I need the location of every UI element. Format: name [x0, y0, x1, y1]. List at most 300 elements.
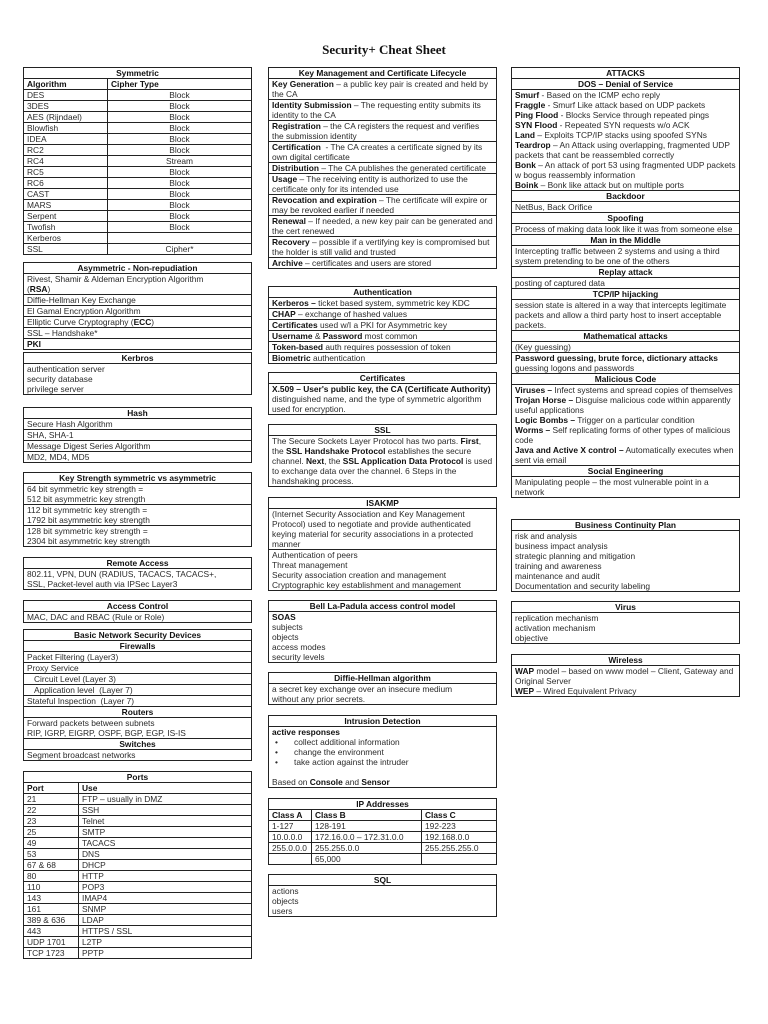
bold-term: Console — [309, 777, 343, 787]
table-row — [24, 167, 251, 178]
table-cell: 192-223 — [425, 821, 456, 831]
table-cell: LDAP — [82, 915, 104, 925]
entry — [515, 353, 736, 363]
table-cell: DES — [24, 90, 108, 100]
section-title: IP Addresses — [269, 799, 496, 810]
subheading: Backdoor — [512, 191, 739, 202]
table-cell: HTTP — [82, 871, 104, 881]
list-item: privilege server — [27, 384, 84, 394]
section-bell-lapadula — [268, 600, 497, 663]
subheading: Mathematical attacks — [512, 331, 739, 342]
table-cell: L2TP — [82, 937, 103, 947]
list-cell — [24, 430, 251, 441]
table-cell: RC2 — [24, 145, 108, 155]
bold-term: Kerberos – — [272, 298, 316, 308]
entry: Boink – Bonk like attack but on multiple ports — [515, 180, 684, 190]
table-cell: 10.0.0.0 — [269, 832, 312, 842]
paragraph: NetBus, Back Orifice — [512, 202, 739, 213]
section-title: Intrusion Detection — [269, 716, 496, 727]
subheading: Routers — [24, 707, 251, 718]
table-row — [24, 156, 251, 167]
table-row — [24, 871, 251, 882]
bold-term: Biometric — [272, 353, 311, 363]
table-row — [24, 838, 251, 849]
table-cell: Block — [169, 112, 190, 122]
entry-group — [512, 666, 739, 696]
list-cell — [24, 452, 251, 462]
subheading: Switches — [24, 739, 251, 750]
list-item: RIP, IGRP, EIGRP, OSPF, BGP, EGP, IS-IS — [27, 728, 186, 738]
list-cell — [24, 685, 251, 696]
section-title: Hash — [24, 408, 251, 419]
bold-term: SYN Flood — [515, 120, 558, 130]
list-cell — [24, 441, 251, 452]
column-header: Cipher Type — [111, 79, 159, 89]
subheading: TCP/IP hijacking — [512, 289, 739, 300]
table-cell: Block — [169, 211, 190, 221]
list-item: (RSA) — [27, 284, 51, 294]
column-header: Class B — [312, 810, 422, 820]
list-cell — [24, 317, 251, 328]
list-item: Elliptic Curve Cryptography (ECC) — [27, 317, 155, 327]
table-row — [24, 222, 251, 233]
table-row — [24, 200, 251, 211]
section-symmetric — [23, 67, 252, 255]
bold-term: Viruses – — [515, 385, 553, 395]
list-cell — [24, 339, 251, 349]
subheading: Man in the Middle — [512, 235, 739, 246]
list-cell — [24, 696, 251, 707]
entry-group — [512, 385, 739, 466]
bold-term: SSL Application Data Protocol — [342, 456, 464, 466]
list-item: training and awareness — [515, 561, 602, 571]
table-cell: HTTPS / SSL — [82, 926, 133, 936]
bold-term: PKI — [27, 339, 41, 349]
section-title: SSL — [269, 425, 496, 436]
table-header-row — [269, 810, 496, 821]
subheading: Social Engineering — [512, 466, 739, 477]
list-cell — [24, 505, 251, 526]
bold-term: Sensor — [361, 777, 390, 787]
paragraph: Kerberos – ticket based system, symmetric key KDC — [269, 298, 496, 309]
list-item: business impact analysis — [515, 541, 608, 551]
list-item: objects — [272, 896, 299, 906]
table-cell — [269, 854, 312, 864]
paragraph: X.509 – User's public key, the CA (Certificate Authority) distinguished name, and the type of symmetric algorithm used for encryption. — [272, 384, 493, 414]
table-header-row — [24, 79, 251, 90]
list-item — [27, 339, 248, 349]
table-cell — [422, 854, 496, 864]
table-row — [24, 233, 251, 244]
bold-term: SSL Handshake Protocol — [285, 446, 386, 456]
entry: Viruses – Infect systems and spread copies of themselves — [515, 385, 733, 395]
table-row — [24, 805, 251, 816]
entry: WAP model – based on www model – Client, Gateway and Original Server — [515, 666, 736, 686]
table-cell: Blowfish — [24, 123, 108, 133]
list-item: maintenance and audit — [515, 571, 600, 581]
bold-term: Trojan Horse – — [515, 395, 574, 405]
table-cell: 23 — [24, 816, 79, 826]
list-item: Forward packets between subnets — [27, 718, 155, 728]
section-access-control — [23, 600, 252, 623]
table-row — [24, 915, 251, 926]
section-title: Certificates — [269, 373, 496, 384]
column-header: Class A — [269, 810, 312, 820]
list-cell — [24, 295, 251, 306]
table-cell: CAST — [24, 189, 108, 199]
list-item: 512 bit asymmetric key strength — [27, 494, 146, 504]
list-item: Packet Filtering (Layer3) — [27, 652, 119, 662]
list-item: Rivest, Shamir & Aldeman Encryption Algorithm — [27, 274, 204, 284]
table-cell: SNMP — [82, 904, 107, 914]
bold-term: Password guessing, brute force, dictionary attacks — [515, 353, 718, 363]
table-cell: 128-191 — [312, 821, 422, 831]
table-cell: SSH — [82, 805, 100, 815]
bold-term: Recovery — [272, 237, 310, 247]
table-cell: SMTP — [82, 827, 106, 837]
paragraph: (Internet Security Association and Key Management Protocol) used to negotiate and provide authenticated keying material for security associations in a protected manner — [269, 509, 496, 550]
table-cell: POP3 — [82, 882, 105, 892]
bold-term: Registration — [272, 121, 321, 131]
bold-term: Teardrop — [515, 140, 551, 150]
list-item: security levels — [272, 652, 325, 662]
list-item: Based on Console and Sensor — [272, 777, 390, 787]
list-item: MAC, DAC and RBAC (Rule or Role) — [27, 612, 165, 622]
bold-term: Bonk — [515, 160, 536, 170]
list-item: Secure Hash Algorithm — [27, 419, 113, 429]
bold-term: CHAP — [272, 309, 296, 319]
list-item: Proxy Service — [27, 663, 79, 673]
table-cell: 49 — [24, 838, 79, 848]
list-item — [272, 612, 493, 622]
table-cell: Block — [169, 134, 190, 144]
section-title: Key Management and Certificate Lifecycle — [269, 68, 496, 79]
bold-term: Logic Bombs – — [515, 415, 576, 425]
bold-term: active responses — [272, 727, 340, 737]
list-item: 1792 bit asymmetric key strength — [27, 515, 150, 525]
list-item: Stateful Inspection (Layer 7) — [27, 696, 135, 706]
paragraph: Biometric authentication — [272, 353, 366, 363]
list-cell — [269, 612, 496, 662]
section-wireless — [511, 654, 740, 697]
table-cell: 22 — [24, 805, 79, 815]
list-item: access modes — [272, 642, 326, 652]
table-cell: 192.168.0.0 — [425, 832, 470, 842]
section-kerbros — [23, 352, 252, 395]
table-row — [24, 860, 251, 871]
section-title: Remote Access — [24, 558, 251, 569]
table-row — [24, 90, 251, 101]
table-row — [24, 145, 251, 156]
section-certificates — [268, 372, 497, 415]
section-attacks — [511, 67, 740, 498]
bold-term: Password — [322, 331, 363, 341]
table-cell: MARS — [24, 200, 108, 210]
section-title: SQL — [269, 875, 496, 886]
section-authentication — [268, 286, 497, 364]
table-cell: 255.0.0.0 — [269, 843, 312, 853]
list-cell — [24, 328, 251, 339]
bold-term: Certificates — [272, 320, 318, 330]
bold-term: RSA — [29, 284, 48, 294]
page-title: Security+ Cheat Sheet — [322, 42, 446, 57]
table-row — [24, 178, 251, 189]
subheading: Replay attack — [512, 267, 739, 278]
table-row — [269, 854, 496, 864]
section-ssl — [268, 424, 497, 487]
paragraph: Key Generation – a public key pair is created and held by the CA — [269, 79, 496, 100]
bold-term: First — [460, 436, 479, 446]
entry: Worms – Self replicating forms of other types of malicious code — [515, 425, 733, 445]
table-cell: 65,000 — [312, 854, 422, 864]
paragraph: (Key guessing) — [512, 342, 739, 353]
entry: WEP – Wired Equivalent Privacy — [515, 686, 637, 696]
entry: Trojan Horse – Disguise malicious code within apparently useful applications — [515, 395, 733, 415]
bold-term: Java and Active X control – — [515, 445, 624, 455]
list-cell — [269, 550, 496, 590]
table-row — [24, 937, 251, 948]
table-cell: Kerberos — [24, 233, 108, 243]
table-row — [24, 827, 251, 838]
table-cell: RC5 — [24, 167, 108, 177]
entry: Bonk – An attack of port 53 using fragmented UDP packets w bogus reassembly information — [515, 160, 738, 180]
entry-group — [512, 353, 739, 374]
list-cell — [24, 274, 251, 295]
table-row — [24, 244, 251, 254]
table-cell: UDP 1701 — [24, 937, 79, 947]
table-row — [24, 816, 251, 827]
section-intrusion-detection — [268, 715, 497, 788]
table-cell: DHCP — [82, 860, 106, 870]
section-title: Access Control — [24, 601, 251, 612]
list-item: Circuit Level (Layer 3) — [27, 674, 116, 684]
bold-term: Smurf — [515, 90, 540, 100]
column-header: Use — [82, 783, 98, 793]
section-sql — [268, 874, 497, 917]
section-isakmp — [268, 497, 497, 591]
bold-term: Worms – — [515, 425, 551, 435]
paragraph: Recovery – possible if a vertifying key is compromised but the holder is still valid and trusted — [269, 237, 496, 258]
table-cell: 161 — [24, 904, 79, 914]
list-item: 112 bit symmetric key strength = — [27, 505, 148, 515]
list-cell — [269, 727, 496, 787]
paragraph: The Secure Sockets Layer Protocol has two parts. First, the SSL Handshake Protocol establishes the secure channel. Next, the SSL Application Data Protocol is used to exchange data over the channel. 6 Steps in the handshaking process. — [272, 436, 495, 486]
bold-term: Boink — [515, 180, 539, 190]
table-cell: Block — [169, 145, 190, 155]
entry: guessing logons and passwords — [515, 363, 635, 373]
table-cell: Cipher* — [165, 244, 194, 254]
list-cell — [24, 364, 251, 394]
table-cell: 143 — [24, 893, 79, 903]
table-cell: AES (Rijndael) — [24, 112, 108, 122]
bold-term: ECC — [133, 317, 152, 327]
subheading: DOS – Denial of Service — [512, 79, 739, 90]
list-cell — [269, 684, 496, 704]
list-item: risk and analysis — [515, 531, 577, 541]
list-item: 64 bit symmetric key strength = — [27, 484, 144, 494]
bold-term: Token-based — [272, 342, 324, 352]
paragraph: session state is altered in a way that intercepts legitimate packets and allow a third party host to insert acceptable packets. — [512, 300, 739, 331]
section-title: Symmetric — [24, 68, 251, 79]
table-cell: Serpent — [24, 211, 108, 221]
table-cell: Telnet — [82, 816, 105, 826]
section-title: Basic Network Security Devices — [24, 630, 251, 641]
table-cell: SSL — [24, 244, 108, 254]
table-cell: Block — [169, 123, 190, 133]
paragraph: Distribution – The CA publishes the generated certificate — [269, 163, 496, 174]
table-row — [24, 112, 251, 123]
bold-term: Fraggle — [515, 100, 546, 110]
bold-term: WAP — [515, 666, 535, 676]
paragraph: Certification - The CA creates a certificate signed by its own digital certificate — [269, 142, 496, 163]
table-cell: 53 — [24, 849, 79, 859]
table-row — [24, 893, 251, 904]
bold-term: Username — [272, 331, 313, 341]
entry: Smurf - Based on the ICMP echo reply — [515, 90, 661, 100]
bold-term: Key Generation — [272, 79, 334, 89]
table-cell: IDEA — [24, 134, 108, 144]
table-row — [269, 821, 496, 832]
table-row — [24, 211, 251, 222]
entry: Logic Bombs – Trigger on a particular condition — [515, 415, 695, 425]
section-asymmetric — [23, 262, 252, 350]
section-title: Asymmetric - Non-repudiation — [24, 263, 251, 274]
bold-term: Usage — [272, 174, 298, 184]
bold-term: Identity Submission — [272, 100, 352, 110]
list-cell — [24, 484, 251, 505]
paragraph: Usage – The receiving entity is authorized to use the certificate only for its intended use — [269, 174, 496, 195]
list-item: users — [272, 906, 293, 916]
entry: Ping Flood - Blocks Service through repeated pings — [515, 110, 710, 120]
section-diffie-hellman — [268, 672, 497, 705]
list-item: Diffie-Hellman Key Exchange — [27, 295, 136, 305]
paragraph: Revocation and expiration – The certificate will expire or may be revoked earlier if needed — [269, 195, 496, 216]
list-item: Security association creation and management — [272, 570, 447, 580]
entry: Java and Active X control – Automatically executes when sent via email — [515, 445, 736, 465]
bullet-item: • collect additional information — [272, 737, 493, 747]
paragraph: posting of captured data — [512, 278, 739, 289]
section-hash — [23, 407, 252, 463]
table-cell: DNS — [82, 849, 100, 859]
subheading: Firewalls — [24, 641, 251, 652]
section-title: Virus — [512, 602, 739, 613]
list-item: Authentication of peers — [272, 550, 358, 560]
table-cell: PPTP — [82, 948, 104, 958]
paragraph: Username & Password most common — [269, 331, 496, 342]
section-ports — [23, 771, 252, 959]
table-cell: 443 — [24, 926, 79, 936]
table-row — [24, 926, 251, 937]
bold-term: Certification — [272, 142, 321, 152]
list-cell — [24, 306, 251, 317]
paragraph: Certificates used w/I a PKI for Asymmetric key — [269, 320, 496, 331]
list-item: replication mechanism — [515, 613, 599, 623]
table-cell: FTP – usually in DMZ — [82, 794, 163, 804]
table-row — [24, 904, 251, 915]
paragraph: Token-based auth requires possession of token — [269, 342, 496, 353]
list-item: subjects — [272, 622, 303, 632]
list-item: SSL, Packet-level auth via IPSec Layer3 — [27, 579, 178, 589]
list-item: Segment broadcast networks — [27, 750, 136, 760]
section-remote-access — [23, 557, 252, 590]
list-item: actions — [272, 886, 299, 896]
table-cell: RC4 — [24, 156, 108, 166]
table-cell: RC6 — [24, 178, 108, 188]
table-row — [24, 882, 251, 893]
list-cell — [512, 613, 739, 643]
list-item: 2304 bit asymmetric key strength — [27, 536, 150, 546]
list-item: Application level (Layer 7) — [27, 685, 133, 695]
table-cell: 389 & 636 — [24, 915, 79, 925]
subheading: Spoofing — [512, 213, 739, 224]
paragraph: Identity Submission – The requesting entity submits its identity to the CA — [269, 100, 496, 121]
list-item: authentication server — [27, 364, 105, 374]
table-cell: IMAP4 — [82, 893, 108, 903]
table-cell: 3DES — [24, 101, 108, 111]
section-key-management — [268, 67, 497, 269]
list-cell — [24, 663, 251, 674]
bold-term: WEP — [515, 686, 535, 696]
list-item: 802.11, VPN, DUN (RADIUS, TACACS, TACACS+, — [27, 569, 217, 579]
list-cell — [512, 531, 739, 591]
section-ip-addresses — [268, 798, 497, 865]
list-item: without any prior secrets. — [272, 694, 366, 704]
list-item: Message Digest Series Algorithm — [27, 441, 151, 451]
table-cell: 80 — [24, 871, 79, 881]
list-cell — [24, 718, 251, 739]
list-cell — [269, 886, 496, 916]
list-item: SSL – Handshake* — [27, 328, 98, 338]
list-cell — [24, 674, 251, 685]
table-cell: Block — [169, 101, 190, 111]
list-item: El Gamal Encryption Algorithm — [27, 306, 141, 316]
table-header-row — [24, 783, 251, 794]
table-cell: 67 & 68 — [24, 860, 79, 870]
paragraph: Manipulating people – the most vulnerable point in a network — [515, 477, 712, 497]
section-title: ISAKMP — [269, 498, 496, 509]
section-title: Wireless — [512, 655, 739, 666]
table-cell: 172.16.0.0 – 172.31.0.0 — [312, 832, 422, 842]
table-cell: TCP 1723 — [24, 948, 79, 958]
paragraph: Process of making data look like it was from someone else — [512, 224, 739, 235]
table-cell: Twofish — [24, 222, 108, 232]
paragraph: Archive – certificates and users are stored — [272, 258, 432, 268]
table-row — [24, 101, 251, 112]
list-item: SHA, SHA-1 — [27, 430, 74, 440]
section-network-devices — [23, 629, 252, 761]
bold-term: Land — [515, 130, 536, 140]
list-cell — [24, 750, 251, 760]
entry-group — [512, 90, 739, 191]
section-title: Diffie-Hellman algorithm — [269, 673, 496, 684]
section-virus — [511, 601, 740, 644]
list-item: a secret key exchange over an insecure medium — [272, 684, 453, 694]
list-item: activation mechanism — [515, 623, 596, 633]
table-row — [24, 849, 251, 860]
table-row — [24, 123, 251, 134]
table-cell: 1-127 — [269, 821, 312, 831]
table-cell: Block — [169, 167, 190, 177]
table-cell: Block — [169, 189, 190, 199]
entry: SYN Flood - Repeated SYN requests w/o ACK — [515, 120, 690, 130]
list-item: strategic planning and mitigation — [515, 551, 636, 561]
list-item: Documentation and security labeling — [515, 581, 651, 591]
bold-term: Ping Flood — [515, 110, 559, 120]
list-cell — [24, 526, 251, 546]
table-cell: 25 — [24, 827, 79, 837]
bullet-item: • take action against the intruder — [272, 757, 493, 767]
table-cell: Block — [169, 222, 190, 232]
